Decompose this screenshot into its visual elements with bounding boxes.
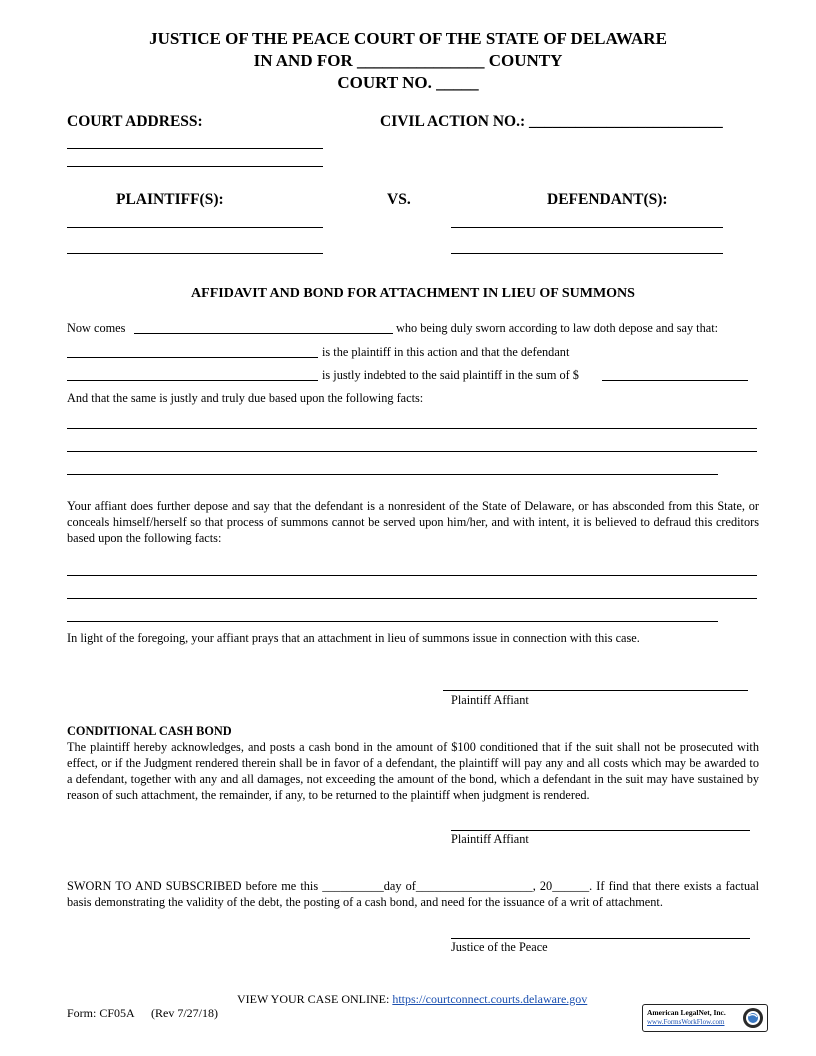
- vs-label: VS.: [387, 191, 411, 208]
- nonresident-facts-line-3[interactable]: [67, 621, 718, 622]
- facts-line-3[interactable]: [67, 474, 718, 475]
- plaintiff-line-1[interactable]: [67, 227, 323, 228]
- sworn-text: SWORN TO AND SUBSCRIBED before me this __________day of___________________, 20______. If find that there exists a factual basis demonstrating the validity of the debt, the posting of a cash bond, and need for the issuance of a writ of attachment.: [67, 879, 759, 909]
- plaintiff-label: PLAINTIFF(S):: [116, 191, 224, 208]
- plaintiff-line-2[interactable]: [67, 253, 323, 254]
- american-legalnet-logo[interactable]: [642, 1004, 768, 1032]
- facts-line-2[interactable]: [67, 451, 757, 452]
- facts-intro: And that the same is justly and truly due based upon the following facts:: [67, 391, 424, 405]
- facts-line-1[interactable]: [67, 428, 757, 429]
- court-address-line-1[interactable]: [67, 148, 323, 149]
- plaintiff-statement: is the plaintiff in this action and that the defendant: [322, 345, 570, 359]
- court-number-line: COURT NO. _____: [337, 73, 479, 92]
- nonresident-paragraph: Your affiant does further depose and say that the defendant is a nonresident of the State of Delaware, or has absconded from this State, or conceals himself/herself so that process of summons cannot be served upon him/her, and with intent, it is believed to defraud this creditors based upon the following facts:: [67, 499, 759, 545]
- logo-website: www.FormsWorkFlow.com: [647, 1018, 725, 1026]
- defendant-label: DEFENDANT(S):: [547, 191, 668, 208]
- form-id: Form: CF05A: [67, 1006, 135, 1020]
- nonresident-facts-line-1[interactable]: [67, 575, 757, 576]
- logo-globe-icon: [742, 1007, 764, 1029]
- court-address-label: COURT ADDRESS:: [67, 113, 203, 130]
- plaintiff-name-line[interactable]: [67, 357, 318, 358]
- prayer-text: In light of the foregoing, your affiant prays that an attachment in lieu of summons issue in connection with this case.: [67, 631, 640, 645]
- view-online-text: VIEW YOUR CASE ONLINE:: [237, 992, 390, 1006]
- county-line: IN AND FOR _______________ COUNTY: [253, 51, 563, 70]
- form-title: AFFIDAVIT AND BOND FOR ATTACHMENT IN LIEU OF SUMMONS: [191, 286, 635, 301]
- court-title: JUSTICE OF THE PEACE COURT OF THE STATE OF DELAWARE: [149, 29, 667, 48]
- affidavit-signature-line[interactable]: [443, 690, 748, 691]
- civil-action-label: CIVIL ACTION NO.: _________________________: [380, 113, 723, 130]
- bond-signature-line[interactable]: [451, 830, 750, 831]
- form-revision: (Rev 7/27/18): [151, 1006, 218, 1020]
- affidavit-signature-label: Plaintiff Affiant: [451, 693, 529, 707]
- affiant-name-line[interactable]: [134, 333, 393, 334]
- defendant-line-2[interactable]: [451, 253, 723, 254]
- amount-line[interactable]: [602, 380, 748, 381]
- now-comes-text: Now comes: [67, 321, 126, 335]
- bond-signature-label: Plaintiff Affiant: [451, 832, 529, 846]
- nonresident-facts-line-2[interactable]: [67, 598, 757, 599]
- courtconnect-link[interactable]: https://courtconnect.courts.delaware.gov: [392, 992, 588, 1006]
- view-online-label: [237, 992, 587, 1007]
- justice-signature-line[interactable]: [451, 938, 750, 939]
- bond-text: The plaintiff hereby acknowledges, and posts a cash bond in the amount of $100 conditioned that if the suit shall not be prosecuted with effect, or if the Judgment rendered therein shall be in favor of a defendant, the plaintiff will pay any and all costs which may be awarded to a defendant, together with any and all damages, not exceeding the amount of the bond, which a defendant in the suit may have sustained by reason of such attachment, the remainder, if any, to be returned to the plaintiff when judgment is rendered.: [67, 740, 759, 802]
- justice-signature-label: Justice of the Peace: [451, 940, 548, 954]
- logo-company-name: American LegalNet, Inc.: [647, 1008, 726, 1017]
- court-address-line-2[interactable]: [67, 166, 323, 167]
- defendant-line-1[interactable]: [451, 227, 723, 228]
- now-comes-tail: who being duly sworn according to law doth depose and say that:: [396, 321, 719, 335]
- indebted-statement: is justly indebted to the said plaintiff in the sum of $: [322, 368, 579, 382]
- defendant-name-line[interactable]: [67, 380, 318, 381]
- bond-heading: CONDITIONAL CASH BOND: [67, 724, 232, 738]
